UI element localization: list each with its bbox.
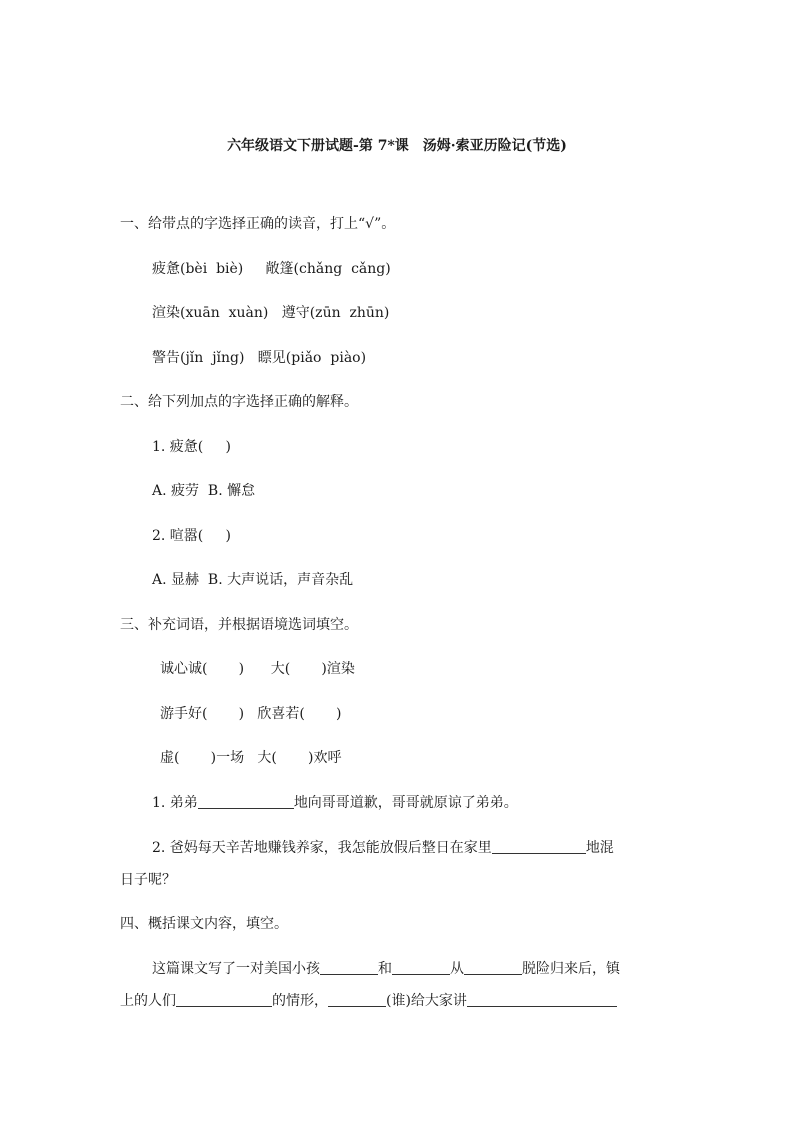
q4-blank-2[interactable] — [392, 960, 450, 975]
q3-sentence-2-cont: 日子呢？ — [120, 872, 176, 888]
q2-item-1: 1. 疲惫( ) — [152, 439, 231, 455]
q4-p3: 从 — [450, 961, 464, 977]
q4-blank-6[interactable] — [467, 992, 617, 1007]
q2-heading: 二、给下列加点的字选择正确的解释。 — [120, 394, 358, 410]
q4-heading: 四、概括课文内容，填空。 — [120, 916, 288, 932]
q1-row-1: 疲惫(bèi biè) 敞篷(chǎng cǎng) — [152, 261, 391, 277]
q3-row-3: 虚( )一场 大( )欢呼 — [160, 750, 342, 766]
q3-s2-blank[interactable] — [492, 839, 586, 854]
q2-options-1: A. 疲劳 B. 懈怠 — [152, 483, 256, 499]
q3-sentence-1 — [152, 794, 518, 812]
q3-row-2: 游手好( ) 欣喜若( ) — [160, 706, 342, 722]
q4-blank-4[interactable] — [176, 992, 272, 1007]
page-title: 六年级语文下册试题-第 7*课 汤姆·索亚历险记(节选) — [227, 138, 567, 154]
q2-item-2: 2. 喧嚣( ) — [152, 528, 231, 544]
q4-p1: 这篇课文写了一对美国小孩 — [152, 961, 320, 977]
q3-s1-suffix: 地向哥哥道歉，哥哥就原谅了弟弟。 — [293, 795, 518, 811]
q1-row-2: 渲染(xuān xuàn) 遵守(zūn zhūn) — [152, 305, 390, 321]
q4-blank-3[interactable] — [464, 960, 522, 975]
q4-p4: 脱险归来后，镇 — [522, 961, 620, 977]
q4-p2: 和 — [378, 961, 392, 977]
q4-blank-1[interactable] — [320, 960, 378, 975]
q4-blank-5[interactable] — [328, 992, 386, 1007]
q4-para-line-1 — [152, 960, 620, 978]
q4-p7: (谁)给大家讲 — [386, 993, 467, 1009]
q3-s1-prefix: 1. 弟弟 — [152, 795, 198, 811]
q4-para-line-2 — [120, 992, 617, 1010]
q4-p6: 的情形， — [272, 993, 328, 1009]
q1-row-3: 警告(jǐn jǐng) 瞟见(piǎo piào) — [152, 350, 367, 366]
q3-heading: 三、补充词语，并根据语境选词填空。 — [120, 617, 358, 633]
q3-s2-suffix: 地混 — [585, 840, 614, 856]
q2-options-2: A. 显赫 B. 大声说话，声音杂乱 — [152, 572, 354, 588]
q3-s2-prefix: 2. 爸妈每天辛苦地赚钱养家，我怎能放假后整日在家里 — [152, 840, 492, 856]
q1-heading: 一、给带点的字选择正确的读音，打上“√”。 — [120, 216, 396, 232]
q3-row-1: 诚心诚( ) 大( )渲染 — [160, 661, 355, 677]
q4-p5: 上的人们 — [120, 993, 176, 1009]
q3-s1-blank[interactable] — [198, 794, 294, 809]
q3-sentence-2 — [152, 839, 614, 857]
